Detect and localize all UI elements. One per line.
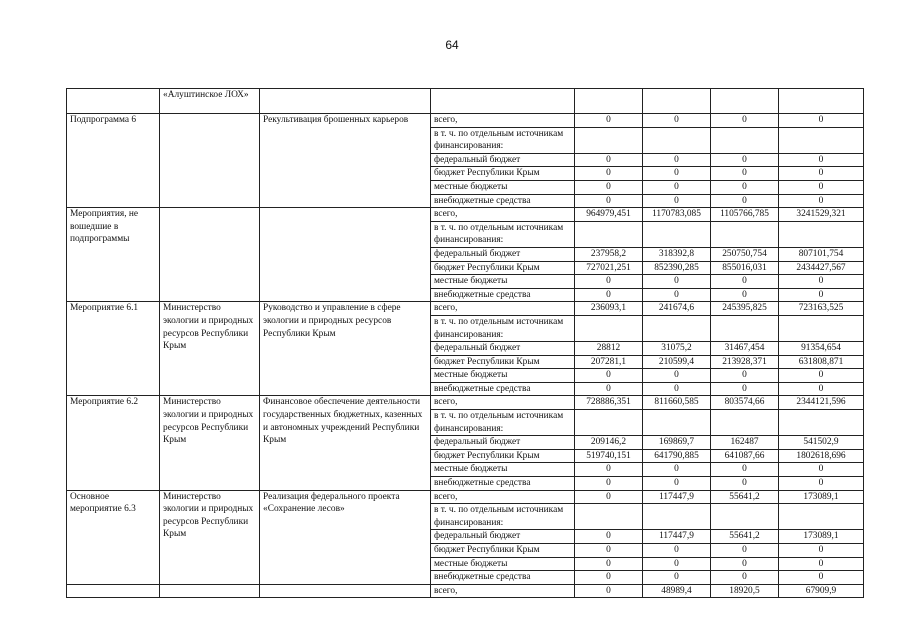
amount-cell: 31075,2 <box>643 342 711 356</box>
amount-cell: 210599,4 <box>643 355 711 369</box>
amount-cell: 0 <box>779 167 864 181</box>
amount-cell <box>711 504 779 530</box>
amount-cell: 0 <box>779 369 864 383</box>
amount-cell: 0 <box>575 530 643 544</box>
amount-cell <box>779 221 864 247</box>
amount-cell: 0 <box>779 382 864 396</box>
amount-cell: 541502,9 <box>779 436 864 450</box>
amount-cell: 0 <box>779 153 864 167</box>
executor-cell: Министерство экологии и природных ресурсов Республики Крым <box>160 396 260 490</box>
amount-cell <box>711 315 779 341</box>
cell-empty <box>711 89 779 114</box>
funding-source-label: федеральный бюджет <box>431 153 575 167</box>
amount-cell: 811660,585 <box>643 396 711 410</box>
executor-cell: Министерство экологии и природных ресурсов Республики Крым <box>160 302 260 396</box>
amount-cell: 0 <box>575 167 643 181</box>
amount-cell: 207281,1 <box>575 355 643 369</box>
funding-source-label: местные бюджеты <box>431 463 575 477</box>
funding-source-label: бюджет Республики Крым <box>431 449 575 463</box>
amount-cell: 0 <box>575 477 643 491</box>
amount-cell: 0 <box>711 382 779 396</box>
amount-cell: 55641,2 <box>711 490 779 504</box>
amount-cell: 213928,371 <box>711 355 779 369</box>
cell-empty <box>67 584 160 598</box>
amount-cell: 0 <box>711 557 779 571</box>
amount-cell: 0 <box>643 557 711 571</box>
amount-cell <box>643 410 711 436</box>
cell-empty <box>779 89 864 114</box>
funding-source-label: внебюджетные средства <box>431 382 575 396</box>
amount-cell: 18920,5 <box>711 584 779 598</box>
program-name-cell: Мероприятия, не вошедшие в подпрограммы <box>67 208 160 302</box>
amount-cell: 0 <box>711 571 779 585</box>
funding-source-label: всего, <box>431 584 575 598</box>
amount-cell <box>575 127 643 153</box>
amount-cell: 0 <box>711 275 779 289</box>
continuation-row <box>67 89 864 114</box>
activity-title-cell: Реализация федерального проекта «Сохранение лесов» <box>260 490 431 584</box>
amount-cell: 0 <box>711 288 779 302</box>
funding-source-label: федеральный бюджет <box>431 342 575 356</box>
funding-source-label: бюджет Республики Крым <box>431 167 575 181</box>
amount-cell <box>643 127 711 153</box>
amount-cell: 241674,6 <box>643 302 711 316</box>
amount-cell: 0 <box>575 382 643 396</box>
amount-cell: 0 <box>779 571 864 585</box>
executor-cell: Министерство экологии и природных ресурсов Республики Крым <box>160 490 260 584</box>
funding-source-label: внебюджетные средства <box>431 571 575 585</box>
amount-cell: 0 <box>779 194 864 208</box>
amount-cell: 0 <box>575 114 643 128</box>
amount-cell: 91354,654 <box>779 342 864 356</box>
table-row <box>67 584 864 598</box>
amount-cell <box>643 221 711 247</box>
amount-cell: 0 <box>643 153 711 167</box>
amount-cell: 1105766,785 <box>711 208 779 222</box>
program-name-cell: Основное мероприятие 6.3 <box>67 490 160 584</box>
amount-cell: 519740,151 <box>575 449 643 463</box>
amount-cell <box>711 127 779 153</box>
amount-cell: 0 <box>643 275 711 289</box>
amount-cell: 0 <box>711 477 779 491</box>
amount-cell: 117447,9 <box>643 530 711 544</box>
amount-cell: 0 <box>779 180 864 194</box>
amount-cell: 0 <box>779 275 864 289</box>
amount-cell: 0 <box>779 477 864 491</box>
amount-cell: 641790,885 <box>643 449 711 463</box>
amount-cell: 0 <box>643 167 711 181</box>
cell-empty <box>260 584 431 598</box>
amount-cell: 0 <box>575 153 643 167</box>
amount-cell: 0 <box>643 544 711 558</box>
amount-cell: 0 <box>711 194 779 208</box>
funding-source-label: всего, <box>431 490 575 504</box>
page-number: 64 <box>445 38 459 52</box>
funding-source-label: федеральный бюджет <box>431 247 575 261</box>
amount-cell: 0 <box>711 463 779 477</box>
amount-cell: 0 <box>779 544 864 558</box>
amount-cell: 0 <box>711 180 779 194</box>
amount-cell: 173089,1 <box>779 490 864 504</box>
funding-source-label: бюджет Республики Крым <box>431 261 575 275</box>
amount-cell: 807101,754 <box>779 247 864 261</box>
amount-cell: 0 <box>575 490 643 504</box>
amount-cell <box>643 315 711 341</box>
amount-cell: 318392,8 <box>643 247 711 261</box>
amount-cell: 803574,66 <box>711 396 779 410</box>
funding-source-label: в т. ч. по отдельным источникам финансирования: <box>431 410 575 436</box>
amount-cell: 0 <box>643 288 711 302</box>
amount-cell: 48989,4 <box>643 584 711 598</box>
funding-source-label: местные бюджеты <box>431 180 575 194</box>
amount-cell: 0 <box>643 369 711 383</box>
amount-cell: 0 <box>575 288 643 302</box>
amount-cell: 0 <box>643 114 711 128</box>
funding-source-label: всего, <box>431 396 575 410</box>
amount-cell <box>711 221 779 247</box>
amount-cell <box>575 504 643 530</box>
amount-cell: 0 <box>779 463 864 477</box>
executor-cell <box>160 114 260 208</box>
amount-cell: 728886,351 <box>575 396 643 410</box>
amount-cell: 0 <box>779 557 864 571</box>
executor-cell: «Алуштинское ЛОХ» <box>160 89 260 114</box>
amount-cell: 641087,66 <box>711 449 779 463</box>
executor-cell <box>160 208 260 302</box>
amount-cell: 55641,2 <box>711 530 779 544</box>
amount-cell: 855016,031 <box>711 261 779 275</box>
cell-empty <box>431 89 575 114</box>
amount-cell: 237958,2 <box>575 247 643 261</box>
funding-source-label: местные бюджеты <box>431 557 575 571</box>
table-row <box>67 114 864 128</box>
activity-title-cell: Рекультивация брошенных карьеров <box>260 114 431 208</box>
table-row <box>67 302 864 316</box>
amount-cell <box>575 221 643 247</box>
funding-source-label: местные бюджеты <box>431 275 575 289</box>
amount-cell: 0 <box>779 114 864 128</box>
amount-cell: 162487 <box>711 436 779 450</box>
funding-source-label: в т. ч. по отдельным источникам финансирования: <box>431 221 575 247</box>
funding-source-label: внебюджетные средства <box>431 477 575 491</box>
amount-cell: 0 <box>575 544 643 558</box>
funding-source-label: бюджет Республики Крым <box>431 544 575 558</box>
amount-cell: 727021,251 <box>575 261 643 275</box>
table-row <box>67 208 864 222</box>
funding-source-label: всего, <box>431 114 575 128</box>
funding-source-label: внебюджетные средства <box>431 194 575 208</box>
amount-cell: 0 <box>575 571 643 585</box>
amount-cell: 0 <box>643 477 711 491</box>
amount-cell: 0 <box>643 382 711 396</box>
amount-cell: 631808,871 <box>779 355 864 369</box>
funding-source-label: в т. ч. по отдельным источникам финансирования: <box>431 315 575 341</box>
funding-source-label: федеральный бюджет <box>431 530 575 544</box>
amount-cell <box>779 410 864 436</box>
amount-cell: 31467,454 <box>711 342 779 356</box>
amount-cell: 0 <box>643 571 711 585</box>
program-name-cell: Подпрограмма 6 <box>67 114 160 208</box>
amount-cell: 250750,754 <box>711 247 779 261</box>
cell-empty <box>260 89 431 114</box>
funding-source-label: бюджет Республики Крым <box>431 355 575 369</box>
amount-cell: 0 <box>575 463 643 477</box>
amount-cell: 1170783,085 <box>643 208 711 222</box>
funding-source-label: местные бюджеты <box>431 369 575 383</box>
amount-cell: 0 <box>711 369 779 383</box>
amount-cell: 0 <box>575 275 643 289</box>
amount-cell: 0 <box>575 180 643 194</box>
funding-source-label: внебюджетные средства <box>431 288 575 302</box>
cell-empty <box>643 89 711 114</box>
amount-cell: 2344121,596 <box>779 396 864 410</box>
amount-cell: 236093,1 <box>575 302 643 316</box>
funding-source-label: в т. ч. по отдельным источникам финансирования: <box>431 504 575 530</box>
cell-empty <box>160 584 260 598</box>
funding-source-label: всего, <box>431 302 575 316</box>
amount-cell: 0 <box>575 584 643 598</box>
amount-cell <box>711 410 779 436</box>
amount-cell: 0 <box>575 194 643 208</box>
funding-source-label: всего, <box>431 208 575 222</box>
amount-cell: 852390,285 <box>643 261 711 275</box>
funding-source-label: в т. ч. по отдельным источникам финансирования: <box>431 127 575 153</box>
amount-cell: 0 <box>711 544 779 558</box>
program-name-cell: Мероприятие 6.1 <box>67 302 160 396</box>
table-row <box>67 490 864 504</box>
amount-cell <box>643 504 711 530</box>
amount-cell: 0 <box>711 153 779 167</box>
funding-source-label: федеральный бюджет <box>431 436 575 450</box>
amount-cell: 0 <box>643 463 711 477</box>
amount-cell: 0 <box>711 114 779 128</box>
amount-cell: 964979,451 <box>575 208 643 222</box>
amount-cell: 0 <box>643 180 711 194</box>
table-row <box>67 396 864 410</box>
cell-empty <box>575 89 643 114</box>
amount-cell: 0 <box>643 194 711 208</box>
cell-empty <box>67 89 160 114</box>
activity-title-cell: Руководство и управление в сфере экологии и природных ресурсов Республики Крым <box>260 302 431 396</box>
amount-cell: 0 <box>711 167 779 181</box>
amount-cell <box>779 315 864 341</box>
amount-cell: 209146,2 <box>575 436 643 450</box>
amount-cell: 2434427,567 <box>779 261 864 275</box>
amount-cell <box>575 315 643 341</box>
amount-cell <box>575 410 643 436</box>
amount-cell: 245395,825 <box>711 302 779 316</box>
amount-cell: 0 <box>575 369 643 383</box>
budget-table <box>66 88 864 598</box>
amount-cell: 173089,1 <box>779 530 864 544</box>
amount-cell: 0 <box>575 557 643 571</box>
amount-cell: 0 <box>779 288 864 302</box>
amount-cell <box>779 127 864 153</box>
amount-cell: 723163,525 <box>779 302 864 316</box>
program-name-cell: Мероприятие 6.2 <box>67 396 160 490</box>
amount-cell: 117447,9 <box>643 490 711 504</box>
amount-cell: 169869,7 <box>643 436 711 450</box>
amount-cell <box>779 504 864 530</box>
activity-title-cell: Финансовое обеспечение деятельности государственных бюджетных, казенных и автономных учреждений Республики Крым <box>260 396 431 490</box>
amount-cell: 1802618,696 <box>779 449 864 463</box>
activity-title-cell <box>260 208 431 302</box>
amount-cell: 67909,9 <box>779 584 864 598</box>
amount-cell: 28812 <box>575 342 643 356</box>
amount-cell: 3241529,321 <box>779 208 864 222</box>
